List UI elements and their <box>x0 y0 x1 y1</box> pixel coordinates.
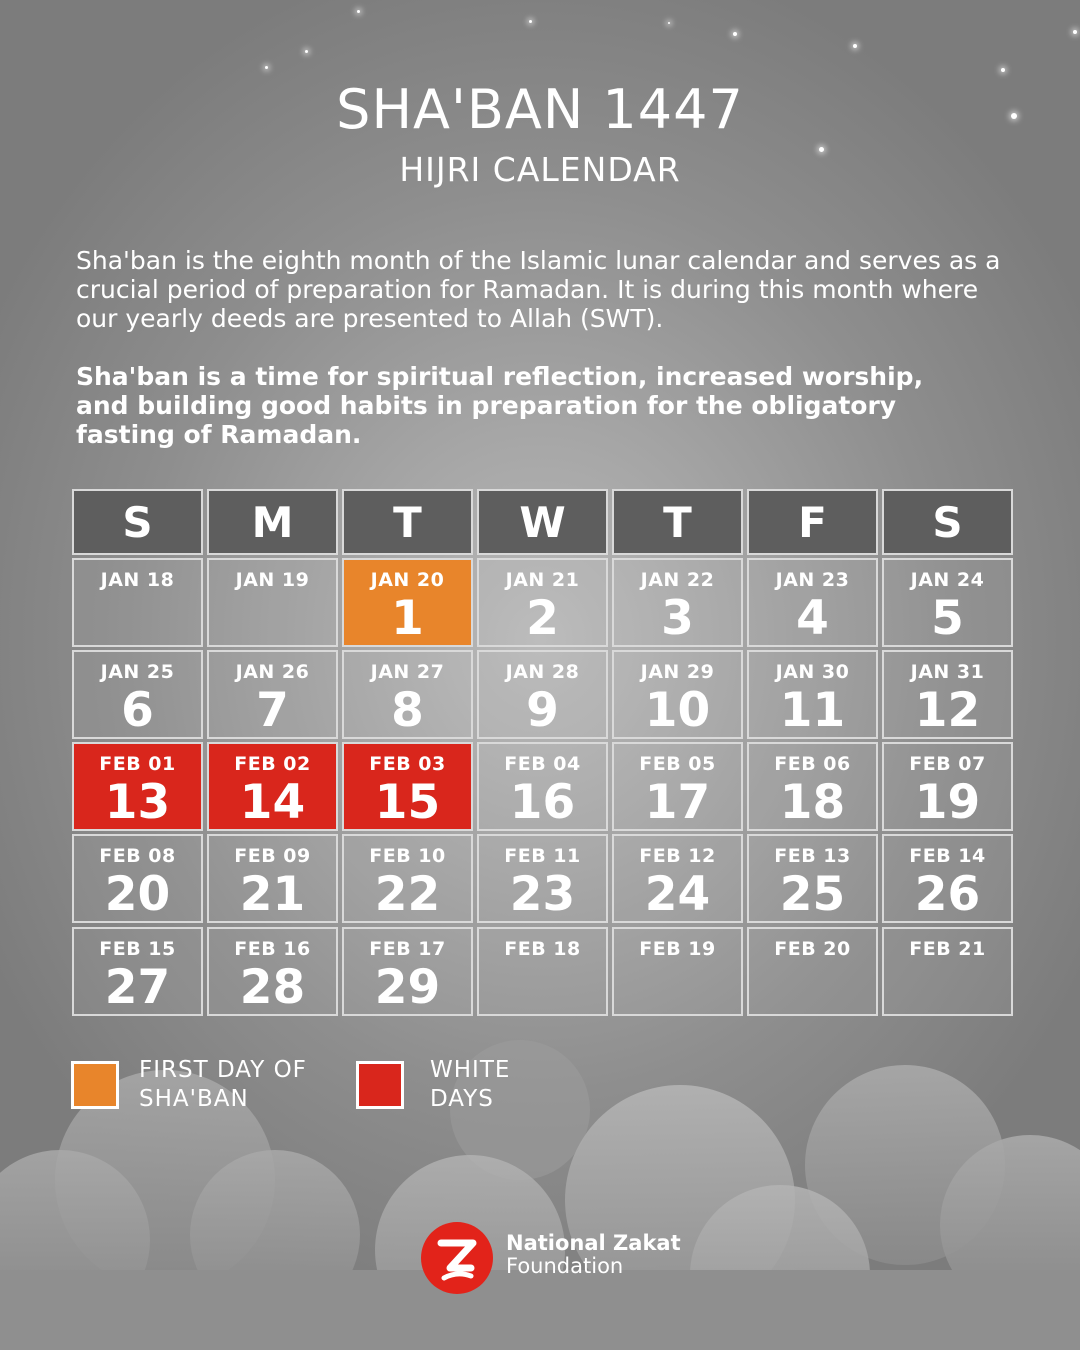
hijri-day-number: 14 <box>239 775 306 830</box>
calendar-day-cell <box>207 834 338 923</box>
hijri-day-number: 4 <box>796 591 829 646</box>
star <box>265 66 268 69</box>
gregorian-date: JAN 20 <box>370 569 445 591</box>
hijri-day-number: 2 <box>526 591 559 646</box>
calendar-day-cell <box>747 834 878 923</box>
calendar-day-cell <box>747 927 878 1016</box>
hijri-day-number: 19 <box>914 775 981 830</box>
weekday-header: S <box>882 489 1013 555</box>
gregorian-date: FEB 15 <box>99 938 176 960</box>
star <box>529 20 532 23</box>
gregorian-date: FEB 11 <box>504 845 581 867</box>
calendar-day-cell <box>477 742 608 831</box>
calendar-day-cell <box>72 650 203 739</box>
weekday-header: T <box>612 489 743 555</box>
hijri-day-number: 8 <box>391 683 424 738</box>
gregorian-date: FEB 10 <box>369 845 446 867</box>
calendar-day-cell <box>612 558 743 647</box>
calendar-day-cell <box>342 927 473 1016</box>
weekday-header: W <box>477 489 608 555</box>
calendar-day-cell <box>72 742 203 831</box>
hijri-day-number: 7 <box>256 683 289 738</box>
calendar-day-cell <box>207 927 338 1016</box>
star <box>1073 30 1077 34</box>
gregorian-date: FEB 18 <box>504 938 581 960</box>
star <box>853 44 857 48</box>
hijri-day-number: 3 <box>661 591 694 646</box>
weekday-header: M <box>207 489 338 555</box>
hijri-day-number: 9 <box>526 683 559 738</box>
calendar-day-cell <box>882 558 1013 647</box>
legend-first-day-swatch <box>71 1061 119 1109</box>
brand-name <box>506 1232 681 1278</box>
legend-first-day-label <box>139 1056 339 1114</box>
hijri-day-number: 22 <box>374 867 441 922</box>
hijri-day-number: 23 <box>509 867 576 922</box>
hijri-day-number: 28 <box>239 960 306 1015</box>
emphasis-paragraph: Sha'ban is a time for spiritual reflection, increased worship, and building good habits in preparation for the obligatory fasting of Ramadan. <box>76 362 924 449</box>
hijri-day-number: 27 <box>104 960 171 1015</box>
star <box>305 50 308 53</box>
gregorian-date: FEB 09 <box>234 845 311 867</box>
gregorian-date: JAN 27 <box>370 661 445 683</box>
hijri-day-number: 26 <box>914 867 981 922</box>
hijri-day-number: 10 <box>644 683 711 738</box>
calendar-grid <box>72 489 1014 1018</box>
legend-white-days-swatch <box>356 1061 404 1109</box>
gregorian-date: JAN 30 <box>775 661 850 683</box>
gregorian-date: JAN 26 <box>235 661 310 683</box>
calendar-day-cell <box>882 742 1013 831</box>
calendar-day-cell <box>342 650 473 739</box>
hijri-day-number: 21 <box>239 867 306 922</box>
calendar-day-cell <box>747 650 878 739</box>
intro-paragraph: Sha'ban is the eighth month of the Islamic lunar calendar and serves as a crucial period of preparation for Ramadan. It is during this month where our yearly deeds are presented to Allah (SWT). <box>76 246 1001 333</box>
calendar-day-cell <box>207 558 338 647</box>
gregorian-date: JAN 23 <box>775 569 850 591</box>
hijri-day-number: 25 <box>779 867 846 922</box>
gregorian-date: JAN 21 <box>505 569 580 591</box>
star <box>1001 68 1005 72</box>
gregorian-date: FEB 21 <box>909 938 986 960</box>
calendar-day-cell <box>747 558 878 647</box>
calendar-day-cell <box>207 650 338 739</box>
gregorian-date: JAN 18 <box>100 569 175 591</box>
star <box>733 32 737 36</box>
calendar-day-cell <box>612 650 743 739</box>
calendar-day-cell <box>477 927 608 1016</box>
hijri-day-number: 24 <box>644 867 711 922</box>
gregorian-date: FEB 17 <box>369 938 446 960</box>
gregorian-date: JAN 31 <box>910 661 985 683</box>
calendar-day-cell <box>72 558 203 647</box>
gregorian-date: JAN 22 <box>640 569 715 591</box>
gregorian-date: JAN 19 <box>235 569 310 591</box>
gregorian-date: FEB 19 <box>639 938 716 960</box>
page-title: SHA'BAN 1447 <box>336 78 744 141</box>
calendar-day-cell <box>207 742 338 831</box>
brand-line1: National Zakat <box>506 1231 681 1255</box>
hijri-day-number: 5 <box>931 591 964 646</box>
gregorian-date: JAN 28 <box>505 661 580 683</box>
gregorian-date: FEB 12 <box>639 845 716 867</box>
calendar-day-cell <box>477 650 608 739</box>
calendar-day-cell <box>342 558 473 647</box>
calendar-day-cell <box>72 834 203 923</box>
calendar-day-cell <box>477 558 608 647</box>
star <box>357 10 360 13</box>
legend-white-days-line1: WHITE <box>430 1057 511 1083</box>
gregorian-date: FEB 07 <box>909 753 986 775</box>
gregorian-date: FEB 04 <box>504 753 581 775</box>
gregorian-date: FEB 02 <box>234 753 311 775</box>
hijri-day-number: 29 <box>374 960 441 1015</box>
calendar-day-cell <box>612 742 743 831</box>
calendar-day-cell <box>882 834 1013 923</box>
calendar-day-cell <box>342 742 473 831</box>
legend-white-days-label <box>430 1056 630 1114</box>
legend-first-day-line1: FIRST DAY OF <box>139 1057 307 1083</box>
gregorian-date: FEB 13 <box>774 845 851 867</box>
weekday-header: T <box>342 489 473 555</box>
gregorian-date: FEB 06 <box>774 753 851 775</box>
calendar-day-cell <box>342 834 473 923</box>
gregorian-date: FEB 08 <box>99 845 176 867</box>
legend-first-day-line2: SHA'BAN <box>139 1086 249 1112</box>
nzf-z-logo-icon <box>421 1222 493 1294</box>
gregorian-date: FEB 14 <box>909 845 986 867</box>
calendar-day-cell <box>612 834 743 923</box>
gregorian-date: JAN 25 <box>100 661 175 683</box>
gregorian-date: FEB 03 <box>369 753 446 775</box>
hijri-day-number: 6 <box>121 683 154 738</box>
calendar-day-cell <box>747 742 878 831</box>
gregorian-date: JAN 24 <box>910 569 985 591</box>
hijri-day-number: 12 <box>914 683 981 738</box>
weekday-header: F <box>747 489 878 555</box>
page-subtitle: HIJRI CALENDAR <box>399 150 681 189</box>
calendar-day-cell <box>72 927 203 1016</box>
legend-white-days-line2: DAYS <box>430 1086 494 1112</box>
hijri-day-number: 18 <box>779 775 846 830</box>
hijri-day-number: 20 <box>104 867 171 922</box>
hijri-day-number: 13 <box>104 775 171 830</box>
hijri-day-number: 11 <box>779 683 846 738</box>
calendar-day-cell <box>882 927 1013 1016</box>
hijri-day-number: 17 <box>644 775 711 830</box>
star <box>668 22 670 24</box>
brand-line2: Foundation <box>506 1254 624 1278</box>
calendar-day-cell <box>612 927 743 1016</box>
gregorian-date: FEB 16 <box>234 938 311 960</box>
hijri-day-number: 15 <box>374 775 441 830</box>
hijri-day-number: 1 <box>391 591 424 646</box>
hijri-day-number: 16 <box>509 775 576 830</box>
gregorian-date: FEB 20 <box>774 938 851 960</box>
gregorian-date: FEB 01 <box>99 753 176 775</box>
calendar-day-cell <box>882 650 1013 739</box>
gregorian-date: JAN 29 <box>640 661 715 683</box>
calendar-day-cell <box>477 834 608 923</box>
gregorian-date: FEB 05 <box>639 753 716 775</box>
weekday-header: S <box>72 489 203 555</box>
